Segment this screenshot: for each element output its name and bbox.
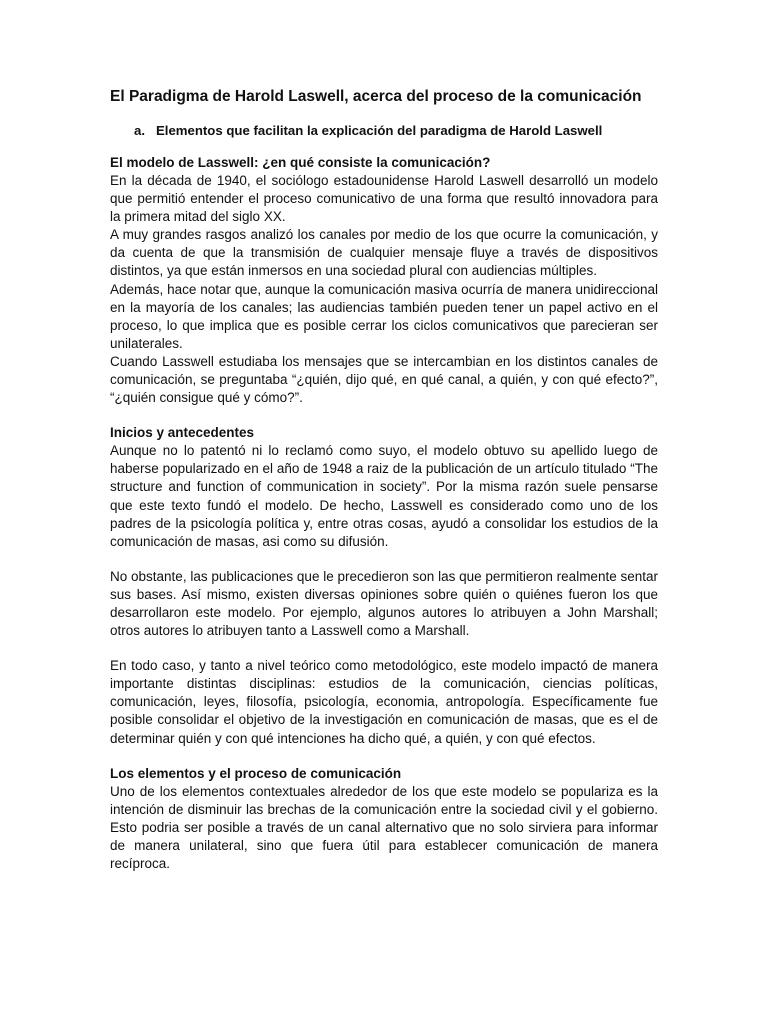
- paragraph: Aunque no lo patentó ni lo reclamó como suyo, el modelo obtuvo su apellido luego de haberse popularizado en el año de 1948 a raiz de la publicación de un artículo titulado “The structure and function of communication in society”. Por la misma razón suele pensarse que este texto fundó el modelo. De hecho, Lasswell es considerado como uno de los padres de la psicología política y, entre otras cosas, ayudó a consolidar los estudios de la comunicación de masas, asi como su difusión.: [110, 443, 658, 549]
- list-item: [110, 122, 658, 140]
- paragraph: No obstante, las publicaciones que le precedieron son las que permitieron realmente sentar sus bases. Así mismo, existen diversas opiniones sobre quién o quiénes fueron los que desarrollaron este modelo. Por ejemplo, algunos autores lo atribuyen a John Marshall; otros autores lo atribuyen tanto a Lasswell como a Marshall.: [110, 568, 658, 639]
- section-spacer: [110, 748, 658, 765]
- section-elements-process: [110, 765, 658, 873]
- list-item-text: Elementos que facilitan la explicación del paradigma de Harold Laswell: [156, 123, 603, 138]
- paragraph: A muy grandes rasgos analizó los canales por medio de los que ocurre la comunicación, y da cuenta de que la transmisión de cualquier mensaje fluye a través de dispositivos distintos, ya que están inmersos en una sociedad plural con audiencias múltiples.: [110, 227, 658, 279]
- section-heading: El modelo de Lasswell: ¿en qué consiste la comunicación?: [110, 155, 491, 170]
- list-marker: a.: [134, 123, 145, 138]
- paragraph: Además, hace notar que, aunque la comunicación masiva ocurría de manera unidireccional en la mayoría de los canales; las audiencias también pueden tener un papel activo en el proceso, lo que implica que es posible cerrar los ciclos comunicativos que parecieran ser unilaterales.: [110, 281, 658, 351]
- section-lasswell-model: [110, 154, 658, 407]
- section-heading: Inicios y antecedentes: [110, 425, 255, 441]
- document-body: [110, 86, 658, 873]
- paragraph: En la década de 1940, el sociólogo estadounidense Harold Laswell desarrolló un modelo que permitió entender el proceso comunicativo de una forma que resultó innovadora para la primera mitad del siglo XX.: [110, 173, 658, 225]
- document-title: El Paradigma de Harold Laswell, acerca del proceso de la comunicación: [110, 88, 642, 105]
- paragraph-spacer: [110, 640, 658, 657]
- paragraph: En todo caso, y tanto a nivel teórico como metodológico, este modelo impactó de manera importante distintas disciplinas: estudios de la comunicación, ciencias políticas, comunicación, leyes, filosofía, psicología, economia, antropología. Específicamente fue posible consolidar el objetivo de la investigación en comunicación de masas, que es el de determinar quién y con qué intenciones ha dicho qué, a quién, y con qué efectos.: [110, 658, 658, 746]
- section-heading: Los elementos y el proceso de comunicación: [110, 765, 402, 781]
- paragraph: Cuando Lasswell estudiaba los mensajes que se intercambian en los distintos canales de comunicación, se preguntaba “¿quién, dijo qué, en qué canal, a quién, y con qué efecto?”, “¿quién consigue qué y cómo?”.: [110, 353, 658, 406]
- section-origins: [110, 424, 658, 747]
- section-spacer: [110, 407, 658, 424]
- paragraph: Uno de los elementos contextuales alrededor de los que este modelo se populariza es la intención de disminuir las brechas de la comunicación entre la sociedad civil y el gobierno. Esto podria ser posible a través de un canal alternativo que no solo sirviera para informar de manera unilateral, sino que fuera útil para establecer comunicación de manera recíproca.: [110, 783, 658, 871]
- paragraph-spacer: [110, 551, 658, 568]
